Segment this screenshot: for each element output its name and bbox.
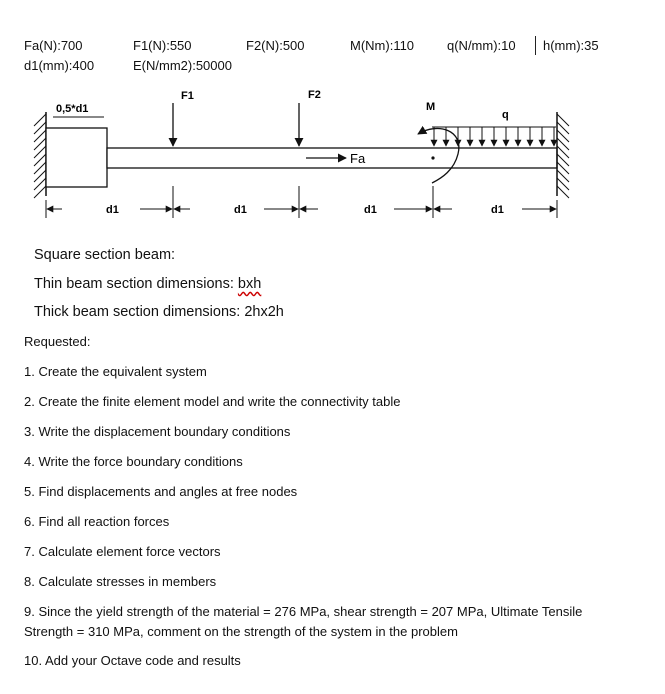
dim-label-4: d1 [491, 204, 504, 216]
dim-label-1: d1 [106, 204, 119, 216]
f1-label: F1 [181, 90, 194, 102]
dim-label-3: d1 [364, 204, 377, 216]
param-fa: Fa(N):700 [24, 38, 83, 53]
fa-label: Fa [350, 151, 366, 166]
m-label: M [426, 101, 436, 113]
thin-section-text: Thin beam section dimensions: [34, 276, 238, 292]
param-f2: F2(N):500 [246, 38, 305, 53]
requested-item-8: 8. Calculate stresses in members [24, 574, 217, 589]
dim-label-2: d1 [234, 204, 247, 216]
param-m: M(Nm):110 [350, 38, 415, 53]
requested-item-1: 1. Create the equivalent system [24, 364, 207, 379]
param-h: h(mm):35 [543, 38, 599, 53]
f2-label: F2 [308, 89, 321, 101]
right-wall-support [557, 112, 569, 198]
beam-figure [0, 0, 665, 240]
requested-item-4: 4. Write the force boundary conditions [24, 454, 243, 469]
param-d1: d1(mm):400 [24, 58, 95, 73]
thin-section-line [34, 275, 261, 293]
requested-item-2: 2. Create the finite element model and write the connectivity table [24, 394, 401, 409]
param-e: E(N/mm2):50000 [133, 58, 232, 73]
param-q: q(N/mm):10 [447, 38, 516, 53]
param-f1: F1(N):550 [133, 38, 192, 53]
requested-item-6: 6. Find all reaction forces [24, 514, 170, 529]
thin-section-dim: bxh [237, 276, 262, 292]
moment-point [431, 156, 434, 159]
dimension-lines [46, 186, 557, 218]
requested-item-3: 3. Write the displacement boundary conditions [24, 424, 291, 439]
requested-title: Requested: [24, 334, 91, 349]
distributed-load [432, 127, 556, 146]
thick-section-line: Thick beam section dimensions: 2hx2h [34, 304, 284, 320]
q-label: q [502, 109, 509, 121]
left-wall-support [34, 112, 46, 198]
section-title: Square section beam: [34, 247, 176, 263]
requested-item-5: 5. Find displacements and angles at free nodes [24, 484, 298, 499]
requested-item-9: 9. Since the yield strength of the material = 276 MPa, shear strength = 207 MPa, Ultimate Tensile Strength = 310 MPa, comment on the strength of the system in the problem [24, 604, 583, 639]
thick-beam-segment [46, 128, 107, 187]
requested-item-10: 10. Add your Octave code and results [24, 653, 241, 668]
requested-item-7: 7. Calculate element force vectors [24, 544, 221, 559]
thick-length-label: 0,5*d1 [56, 103, 89, 115]
